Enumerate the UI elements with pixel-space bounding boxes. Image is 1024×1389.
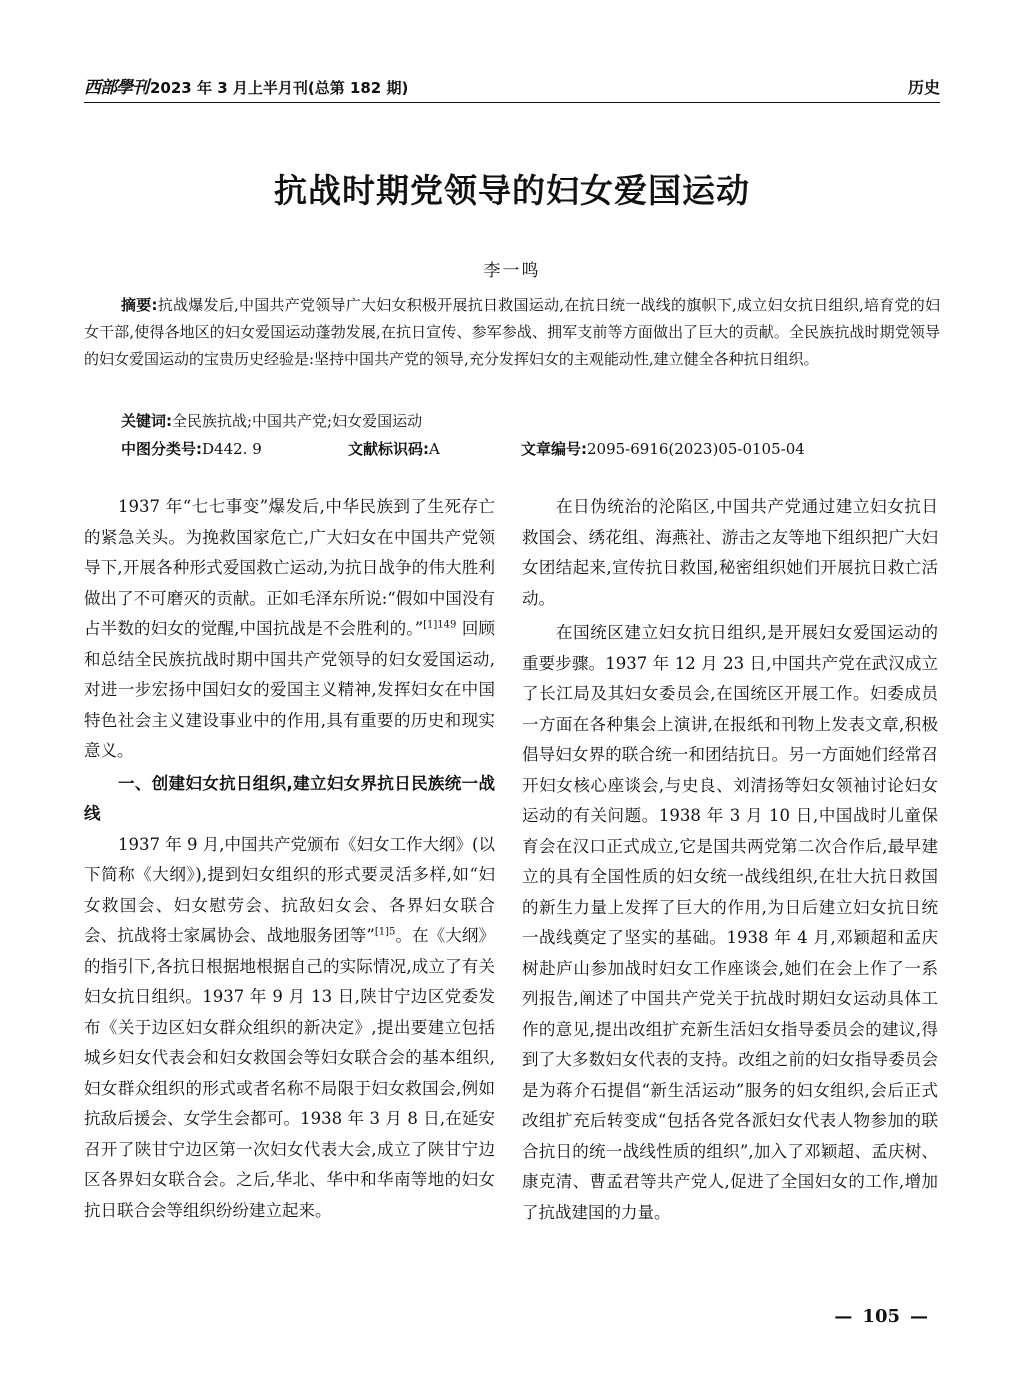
keywords — [121, 410, 422, 431]
citation: [1]149 — [423, 619, 457, 631]
section-heading-1: 一、创建妇女抗日组织,建立妇女界抗日民族统一战线 — [84, 773, 495, 823]
paragraph-intro — [84, 492, 495, 767]
paragraph-kmt-areas: 在国统区建立妇女抗日组织,是开展妇女爱国运动的重要步骤。1937 年 12 月 23 日,中国共产党在武汉成立了长江局及其妇女委员会,在国统区开展工作。妇委成员一方面在各种集会上演讲,在报纸和刊物上发表文章,积极倡导妇女界的联合统一和团结抗日。另一方面她们经常召开妇女核心座谈会,与史良、刘清扬等妇女领袖讨论妇女运动的有关问题。1938 年 3 月 10 日,中国战时儿童保育会在汉口正式成立,它是国共两党第二次合作后,最早建立的具有全国性质的妇女统一战线组织,在壮大抗日救国的新生力量上发挥了巨大的作用,为日后建立妇女抗日统一战线奠定了坚实的基础。1938 年 4 月,邓颖超和孟庆树赴庐山参加战时妇女工作座谈会,她们在会上作了一系列报告,阐述了中国共产党关于抗战时期妇女运动具体工作的意见,提出改组扩充新生活妇女指导委员会的建议,得到了大多数妇女代表的支持。改组之前的妇女指导委员会是为蒋介石提倡“新生活运动”服务的妇女组织,会后正式改组扩充后转变成“包括各党各派妇女代表人物参加的联合抗日的统一战线性质的组织”,加入了邓颖超、孟庆树、康克清、曹孟君等共产党人,促进了全国妇女的工作,增加了抗战建国的力量。 — [522, 623, 938, 1222]
doc-code-value: A — [429, 440, 440, 458]
journal-logo: 西部學刊 — [84, 78, 148, 98]
paragraph-text: 1937 年 9 月,中国共产党颁布《妇女工作大纲》(以下简称《大纲》),提到妇女组织的形式要灵活多样,如“妇女救国会、妇女慰劳会、抗敌妇女会、各界妇女联合会、抗战将士家属协会、战地服务团等” — [84, 834, 495, 945]
running-header — [84, 70, 940, 103]
journal-info — [84, 73, 408, 98]
abstract-text: 抗战爆发后,中国共产党领导广大妇女积极开展抗日救国运动,在抗日统一战线的旗帜下,成立妇女抗日组织,培育党的妇女干部,使得各地区的妇女爱国运动蓬勃发展,在抗日宣传、参军参战、拥军支前等方面做出了巨大的贡献。全民族抗战时期党领导的妇女爱国运动的宝贵历史经验是:坚持中国共产党的领导,充分发挥妇女的主观能动性,建立健全各种抗日组织。 — [84, 296, 941, 368]
author-name: 李一鸣 — [483, 261, 541, 281]
citation: [1]5 — [374, 926, 396, 938]
body-column-right — [522, 492, 938, 1228]
dash-right: — — [910, 1306, 928, 1327]
paragraph-text: 。在《大纲》的指引下,各抗日根据地根据自己的实际情况,成立了有关妇女抗日组织。1937 年 9 月 13 日,陕甘宁边区党委发布《关于边区妇女群众组织的新决定》,提出要建立包括城乡妇女代表会和妇女救国会等妇女联合会的基本组织,妇女群众组织的形式或者名称不局限于妇女救国会,例如抗敌后援会、女学生会都可。1938 年 3 月 8 日,在延安召开了陕甘宁边区第一次妇女代表大会,成立了陕甘宁边区各界妇女联合会。之后,华北、华中和华南等地的妇女抗日联合会等组织纷纷建立起来。 — [84, 926, 496, 1220]
keywords-label: 关键词: — [121, 412, 172, 430]
page-number-value: 105 — [862, 1306, 900, 1327]
article-title: 抗战时期党领导的妇女爱国运动 — [274, 171, 750, 210]
article-number-label: 文章编号: — [521, 440, 587, 458]
article-number-value: 2095-6916(2023)05-0105-04 — [587, 440, 805, 458]
article-number — [521, 438, 805, 459]
abstract — [84, 292, 940, 373]
issue-info: 2023 年 3 月上半月刊(总第 182 期) — [150, 79, 409, 97]
clc-value: D442. 9 — [202, 440, 262, 458]
abstract-label: 摘要: — [121, 296, 158, 314]
body-column-left — [84, 492, 495, 1226]
doc-code-label: 文献标识码: — [348, 440, 429, 458]
paragraph-text: 1937 年“七七事变”爆发后,中华民族到了生死存亡的紧急关头。为挽救国家危亡,广大妇女在中国共产党领导下,开展各种形式爱国救亡运动,为抗日战争的伟大胜利做出了不可磨灭的贡献。正如毛泽东所说:“假如中国没有占半数的妇女的觉醒,中国抗战是不会胜利的。” — [84, 497, 495, 638]
section-label: 历史 — [907, 78, 940, 97]
clc-number — [121, 438, 348, 459]
page-number — [834, 1306, 928, 1327]
document-code — [348, 438, 521, 459]
paragraph-outline — [84, 830, 495, 1227]
dash-left: — — [834, 1306, 853, 1327]
classification-row — [121, 438, 940, 459]
keywords-text: 全民族抗战;中国共产党;妇女爱国运动 — [172, 412, 423, 430]
paragraph-text: 回顾和总结全民族抗战时期中国共产党领导的妇女爱国运动,对进一步宏扬中国妇女的爱国主义精神,发挥妇女在中国特色社会主义建设事业中的作用,具有重要的历史和现实意义。 — [84, 619, 496, 760]
paragraph-occupied-areas: 在日伪统治的沦陷区,中国共产党通过建立妇女抗日救国会、绣花组、海燕社、游击之友等地下组织把广大妇女团结起来,宣传抗日救国,秘密组织她们开展抗日救亡活动。 — [522, 497, 938, 608]
clc-label: 中图分类号: — [121, 440, 202, 458]
